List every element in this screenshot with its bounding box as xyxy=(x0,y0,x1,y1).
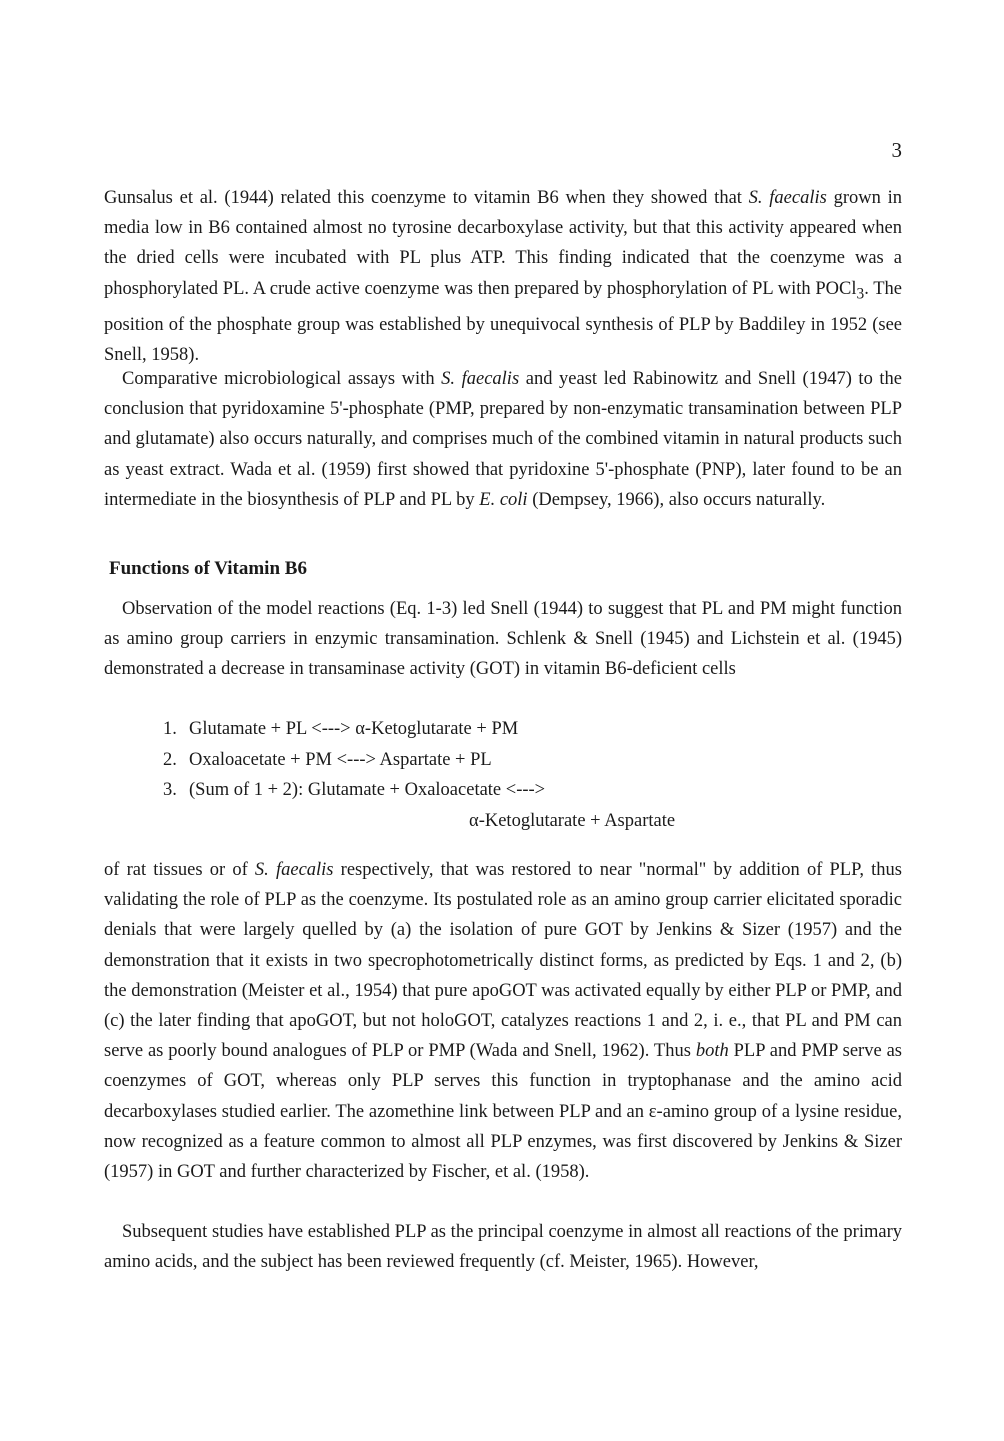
page-number: 3 xyxy=(891,138,902,162)
equation-text: Oxaloacetate + PM <---> Aspartate + PL xyxy=(189,749,492,770)
paragraph-4-species: S. faecalis xyxy=(254,860,334,880)
equation-text: (Sum of 1 + 2): Glutamate + Oxaloacetate <---> xyxy=(189,780,546,800)
paragraph-3: Observation of the model reactions (Eq. 1-3) led Snell (1944) to suggest that PL and PM might function as amino group carriers in enzymic transamination. Schlenk & Snell (1945) and Lichstein et al. (1945) demonstrated a decrease in transaminase activity (GOT) in vitamin B6-deficient cells xyxy=(104,599,902,680)
equation-text: Glutamate + PL <---> α-Ketoglutarate + PM xyxy=(189,719,519,739)
section-heading: Functions of Vitamin B6 xyxy=(109,558,307,579)
equation-2 xyxy=(163,745,783,776)
paragraph-2-text-c: (Dempsey, 1966), also occurs naturally. xyxy=(527,489,826,510)
equation-number: 3. xyxy=(163,780,177,800)
paragraph-4 xyxy=(104,855,902,1187)
paragraph-1-text-b: grown in media low in B6 contained almost no tyrosine decarboxylase activity, but that this activity appeared when the dried cells were incubated with PL plus ATP. This finding indicated that the coenzyme was a phosphorylated PL. A crude active coenzyme was then prepared by phosphorylation of PL with POCl xyxy=(104,188,902,299)
equation-1 xyxy=(163,714,783,745)
paragraph-1 xyxy=(104,183,902,370)
paragraph-2-species: S. faecalis xyxy=(441,369,520,389)
paragraph-2-text-b: and yeast led Rabinowitz and Snell (1947) to the conclusion that pyridoxamine 5'-phosphate (PMP, prepared by non-enzymatic transamination between PLP and glutamate) also occurs naturally, and comprises much of the combined vitamin in natural products such as yeast extract. Wada et al. (1959) first showed that pyridoxine 5'-phosphate (PNP), later found to be an intermediate in the biosynthesis of PLP and PL by xyxy=(104,369,902,510)
paragraph-4-emphasis: both xyxy=(695,1041,729,1062)
paragraph-4-text-c: PLP and PMP serve as coenzymes of GOT, whereas only PLP serves this function in tryptophanase and the amino acid decarboxylases studied earlier. The azomethine link between PLP and an ε-amino group of a lysine residue, now recognized as a feature common to almost all PLP enzymes, was first discovered by Jenkins & Sizer (1957) in GOT and further characterized by Fischer, et al. (1958). xyxy=(104,1041,903,1183)
paragraph-2-species-2: E. coli xyxy=(479,489,528,510)
equation-3 xyxy=(163,775,783,806)
paragraph-1-subscript: 3 xyxy=(856,285,865,303)
equation-list xyxy=(163,714,783,831)
paragraph-5: Subsequent studies have established PLP as the principal coenzyme in almost all reactions of the primary amino acids, and the subject has been reviewed frequently (cf. Meister, 1965). However, xyxy=(104,1222,902,1273)
paragraph-4-text-b: respectively, that was restored to near "normal" by addition of PLP, thus validating the role of PLP as the coenzyme. Its postulated role as an amino group carrier elicitated sporadic denials that were largely quelled by (a) the isolation of pure GOT by Jenkins & Sizer (1957) and the demonstration that it exists in two specrophotometrically distinct forms, as predicted by Eqs. 1 and 2, (b) the demonstration (Meister et al., 1954) that pure apoGOT was activated equally by either PLP or PMP, and (c) the later finding that apoGOT, but not holoGOT, catalyzes reactions 1 and 2, i. e., that PL and PM can serve as poorly bound analogues of PLP or PMP (Wada and Snell, 1962). Thus xyxy=(104,860,902,1062)
paragraph-1-text-a: Gunsalus et al. (1944) related this coenzyme to vitamin B6 when they showed that xyxy=(104,188,749,208)
equation-number: 2. xyxy=(163,749,177,770)
equation-number: 1. xyxy=(163,719,177,739)
equation-3-continuation: α-Ketoglutarate + Aspartate xyxy=(469,811,676,831)
paragraph-2 xyxy=(104,364,902,515)
paragraph-1-text-c: . The position of the phosphate group was established by unequivocal synthesis of PLP by Baddiley in 1952 (see Snell, 1958). xyxy=(104,278,902,365)
paragraph-2-text-a: Comparative microbiological assays with xyxy=(122,369,442,389)
paragraph-4-text-a: of rat tissues or of xyxy=(104,860,255,880)
paragraph-1-species: S. faecalis xyxy=(748,188,827,208)
